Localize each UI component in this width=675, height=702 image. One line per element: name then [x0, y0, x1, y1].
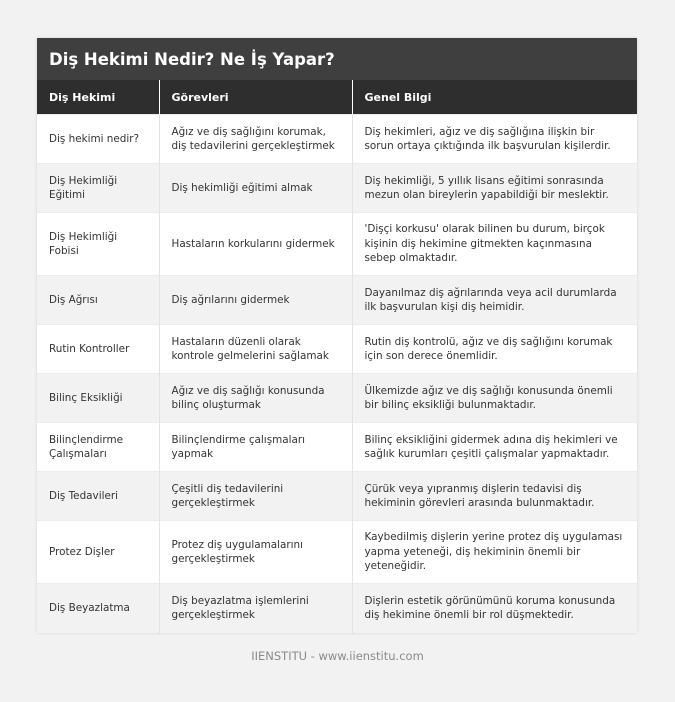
table-title: Diş Hekimi Nedir? Ne İş Yapar?	[37, 38, 637, 80]
column-header-gorevleri: Görevleri	[159, 80, 352, 115]
table-cell: Kaybedilmiş dişlerin yerine protez diş uygulaması yapma yeteneği, diş hekiminin önemli bir yeteneğidir.	[352, 521, 637, 584]
column-header-dis-hekimi: Diş Hekimi	[37, 80, 159, 115]
table-cell: Protez diş uygulamalarını gerçekleştirmek	[159, 521, 352, 584]
table-cell: Hastaların korkularını gidermek	[159, 213, 352, 276]
table-cell: Diş Ağrısı	[37, 276, 159, 325]
table-cell: Diş hekimleri, ağız ve diş sağlığına ilişkin bir sorun ortaya çıktığında ilk başvurulan kişilerdir.	[352, 115, 637, 164]
table-row	[37, 521, 637, 584]
column-header-genel-bilgi: Genel Bilgi	[352, 80, 637, 115]
table-cell: Ağız ve diş sağlığı konusunda bilinç oluşturmak	[159, 374, 352, 423]
table-cell: Bilinç eksikliğini gidermek adına diş hekimleri ve sağlık kurumları çeşitli çalışmalar yapmaktadır.	[352, 423, 637, 472]
table-cell: Diş ağrılarını gidermek	[159, 276, 352, 325]
table-row	[37, 213, 637, 276]
table-cell: Diş Hekimliği Eğitimi	[37, 164, 159, 213]
table-cell: 'Dişçi korkusu' olarak bilinen bu durum, birçok kişinin diş hekimine gitmekten kaçınmasına sebep olmaktadır.	[352, 213, 637, 276]
table-row	[37, 374, 637, 423]
table-cell: Diş hekimliği eğitimi almak	[159, 164, 352, 213]
table-cell: Bilinç Eksikliği	[37, 374, 159, 423]
table-cell: Ağız ve diş sağlığını korumak, diş tedavilerini gerçekleştirmek	[159, 115, 352, 164]
table-row	[37, 472, 637, 521]
table-cell: Çürük veya yıpranmış dişlerin tedavisi diş hekiminin görevleri arasında bulunmaktadır.	[352, 472, 637, 521]
table-cell: Dişlerin estetik görünümünü koruma konusunda diş hekimine önemli bir rol düşmektedir.	[352, 584, 637, 633]
table-row	[37, 423, 637, 472]
table-row	[37, 584, 637, 633]
table-cell: Bilinçlendirme çalışmaları yapmak	[159, 423, 352, 472]
table-cell: Diş hekimi nedir?	[37, 115, 159, 164]
table-row	[37, 115, 637, 164]
table-cell: Rutin diş kontrolü, ağız ve diş sağlığını korumak için son derece önemlidir.	[352, 325, 637, 374]
table-card	[37, 38, 637, 633]
table-cell: Bilinçlendirme Çalışmaları	[37, 423, 159, 472]
info-table	[37, 80, 637, 633]
table-row	[37, 325, 637, 374]
table-cell: Diş beyazlatma işlemlerini gerçekleştirmek	[159, 584, 352, 633]
table-cell: Protez Dişler	[37, 521, 159, 584]
table-cell: Çeşitli diş tedavilerini gerçekleştirmek	[159, 472, 352, 521]
table-row	[37, 164, 637, 213]
table-cell: Dayanılmaz diş ağrılarında veya acil durumlarda ilk başvurulan kişi diş heimidir.	[352, 276, 637, 325]
table-cell: Rutin Kontroller	[37, 325, 159, 374]
table-cell: Diş hekimliği, 5 yıllık lisans eğitimi sonrasında mezun olan bireylerin yapabildiği bir meslektir.	[352, 164, 637, 213]
table-cell: Diş Tedavileri	[37, 472, 159, 521]
footer-attribution: IIENSTITU - www.iienstitu.com	[251, 649, 424, 663]
table-cell: Hastaların düzenli olarak kontrole gelmelerini sağlamak	[159, 325, 352, 374]
table-row	[37, 276, 637, 325]
header-row	[37, 80, 637, 115]
table-cell: Ülkemizde ağız ve diş sağlığı konusunda önemli bir bilinç eksikliği bulunmaktadır.	[352, 374, 637, 423]
table-cell: Diş Beyazlatma	[37, 584, 159, 633]
table-cell: Diş Hekimliği Fobisi	[37, 213, 159, 276]
